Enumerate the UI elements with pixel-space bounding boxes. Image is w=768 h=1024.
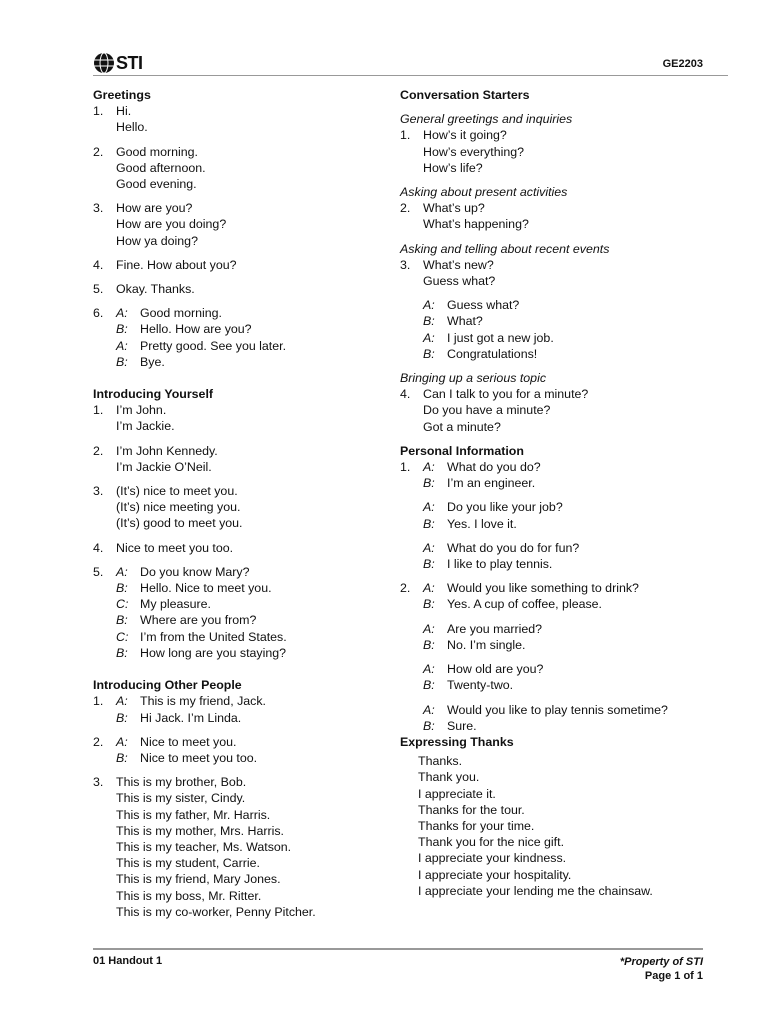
spacer [93,435,383,443]
dialog-line [423,580,720,596]
text-line: Thank you. [418,770,480,785]
dialog-line [423,661,720,677]
text-line: (It’s) good to meet you. [116,516,243,531]
spacer [93,532,383,540]
dialog-text: How old are you? [447,662,544,677]
dialog-line [423,346,720,362]
speaker-label: B: [116,750,128,765]
text-line: I appreciate your lending me the chainsaw. [418,883,653,898]
dialog-line [423,475,720,491]
header-divider [93,75,728,76]
subheading: General greetings and inquiries [400,112,573,127]
dialog-text: Hi Jack. I’m Linda. [140,710,242,725]
text-line: How are you? [116,201,193,216]
dialog-text: Nice to meet you too. [140,750,258,765]
dialog-line [116,321,383,337]
speaker-label: A: [423,581,435,596]
dialog-line [423,556,720,572]
text-line: I appreciate it. [418,786,496,801]
dialog-text: Congratulations! [447,346,538,361]
dialog-text: This is my friend, Jack. [140,694,266,709]
speaker-label: B: [423,718,435,733]
item-number: 1. [400,128,411,143]
list-item: 1. A: This is my friend, Jack. B: Hi Jack. I’m Linda. [93,693,383,725]
item-body [423,257,720,362]
item-body [116,200,383,249]
dialog-text: I like to play tennis. [447,557,553,572]
item-number: 2. [93,443,104,458]
dialog-line [116,564,383,580]
dialog-text: I just got a new job. [447,330,554,345]
dialog-line [423,718,720,734]
text-line: Fine. How about you? [116,257,237,272]
dialog-line [116,693,383,709]
item-body [116,257,383,273]
text-line: Can I talk to you for a minute? [423,387,589,402]
list-item [93,281,383,297]
dialog-text: What? [447,314,483,329]
list-item: 6. A: Good morning. B: Hello. How are you? A: Pretty good. See you later. B: Bye. [93,305,383,370]
dialog-text: I’m an engineer. [447,476,536,491]
list-item [93,257,383,273]
dialog-text: I’m from the United States. [140,629,287,644]
section-heading-personal-information: Personal Information [400,443,524,458]
speaker-label: A: [116,694,128,709]
list-item [93,402,383,434]
dialog-line [423,596,720,612]
dialog-text: Are you married? [447,621,543,636]
text-line: Got a minute? [423,419,501,434]
dialog-line [116,750,383,766]
dialog-line [423,677,720,693]
list-item: 5. A: Do you know Mary? B: Hello. Nice to meet you. C: My pleasure. B: Where are you from? C: I’m from the United States. B: How long are you staying? [93,564,383,661]
text-line: I appreciate your kindness. [418,851,567,866]
text-line: How ya doing? [116,233,198,248]
speaker-label: B: [423,637,435,652]
logo-text: STI [116,52,143,73]
item-body [423,127,720,176]
dialog-line [116,710,383,726]
item-number: 2. [400,201,411,216]
speaker-label: A: [423,662,435,677]
subheading: Asking about present activities [400,185,568,200]
item-body [116,443,383,475]
dialog-text: No. I’m single. [447,637,526,652]
sti-logo [93,50,143,76]
dialog-text: Twenty-two. [447,678,514,693]
spacer [93,249,383,257]
speaker-label: B: [116,322,128,337]
dialog-line [423,297,720,313]
dialog-line [423,313,720,329]
dialog-text: Good morning. [140,306,222,321]
section-heading-greetings: Greetings [93,88,151,102]
list-item: 2. A: Would you like something to drink? B: Yes. A cup of coffee, please. A: Are you married? B: No. I’m single. A: How old are you? B: Twenty-two. A: Would you like to play tennis sometime? B: Sure. [400,580,720,734]
speaker-label: A: [116,338,128,353]
dialog-text: Yes. I love it. [447,516,517,531]
speaker-label: B: [423,314,435,329]
item-number: 3. [93,484,104,499]
spacer [93,297,383,305]
item-body [423,200,720,232]
section-heading-introducing-others: Introducing Other People [93,678,242,693]
item-number: 4. [93,540,104,555]
spacer [93,556,383,564]
text-line: I’m Jackie. [116,419,175,434]
text-line: How’s it going? [423,128,507,143]
text-line: Thanks for your time. [418,818,535,833]
text-line: (It’s) nice to meet you. [116,484,238,499]
dialog-text: What do you do? [447,460,541,475]
text-line: How’s life? [423,160,483,175]
globe-icon [93,52,115,74]
dialog-text: Hello. Nice to meet you. [140,581,272,596]
dialog-text: How long are you staying? [140,645,287,660]
text-line: This is my student, Carrie. [116,856,260,871]
item-number: 2. [93,144,104,159]
item-body [116,281,383,297]
text-line: This is my boss, Mr. Ritter. [116,888,262,903]
text-line: How are you doing? [116,217,227,232]
list-item: 1. A: What do you do? B: I’m an engineer. A: Do you like your job? B: Yes. I love it. A: What do you do for fun? B: I like to play tennis. [400,459,720,572]
text-line: This is my friend, Mary Jones. [116,872,281,887]
spacer [423,289,720,297]
speaker-label: A: [423,621,435,636]
text-line: Guess what? [423,274,496,289]
left-column [93,87,383,920]
text-line: This is my father, Mr. Harris. [116,807,271,822]
item-number: 1. [93,104,104,119]
dialog-line [116,612,383,628]
dialog-line [423,637,720,653]
spacer [423,491,720,499]
dialog-line [116,645,383,661]
speaker-label: B: [116,710,128,725]
dialog-text: Where are you from? [140,613,257,628]
section-heading-expressing-thanks: Expressing Thanks [400,734,514,749]
spacer [93,136,383,144]
property-notice: *Property of STI [619,956,703,968]
speaker-label: B: [423,597,435,612]
speaker-label: B: [423,557,435,572]
speaker-label: B: [423,476,435,491]
list-item [93,443,383,475]
spacer [400,362,720,370]
spacer [423,532,720,540]
dialog-text: Do you know Mary? [140,564,250,579]
speaker-label: A: [423,540,435,555]
dialog-line [116,338,383,354]
list-item: 2. A: Nice to meet you. B: Nice to meet you too. [93,734,383,766]
speaker-label: A: [423,702,435,717]
item-number: 4. [400,387,411,402]
text-line: Good evening. [116,177,197,192]
subheading: Bringing up a serious topic [400,371,547,386]
item-number: 3. [400,257,411,272]
text-line: I appreciate your hospitality. [418,867,572,882]
speaker-label: C: [116,597,129,612]
dialog-text: Bye. [140,354,165,369]
speaker-label: A: [423,298,435,313]
dialog-line [116,629,383,645]
dialog-text: Nice to meet you. [140,734,237,749]
dialog-line [423,459,720,475]
dialog-line [116,354,383,370]
speaker-label: B: [423,678,435,693]
text-line: Good afternoon. [116,160,206,175]
dialog-text: Do you like your job? [447,500,563,515]
item-body [116,144,383,193]
page-number: Page 1 of 1 [644,970,703,982]
text-line: Good morning. [116,144,198,159]
text-line: (It’s) nice meeting you. [116,500,241,515]
text-line: Okay. Thanks. [116,282,195,297]
dialog-line [116,305,383,321]
spacer [400,435,720,443]
handout-label: 01 Handout 1 [93,955,163,967]
item-body [116,483,383,532]
speaker-label: A: [116,564,128,579]
speaker-label: A: [423,500,435,515]
speaker-label: B: [116,581,128,596]
text-line: What’s new? [423,257,494,272]
spacer [93,192,383,200]
speaker-label: A: [423,460,435,475]
spacer [423,613,720,621]
speaker-label: B: [116,613,128,628]
dialog-line [116,596,383,612]
list-item [400,200,720,232]
dialog-text: My pleasure. [140,597,211,612]
item-body [116,103,383,135]
dialog-line [116,734,383,750]
text-line: Do you have a minute? [423,403,551,418]
list-item [93,144,383,193]
item-body [423,386,720,435]
text-line: How’s everything? [423,144,525,159]
item-number: 4. [93,257,104,272]
list-item: 3. This is my brother, Bob. This is my sister, Cindy. This is my father, Mr. Harris. This is my mother, Mrs. Harris. This is my teacher, Ms. Watson. This is my student, Carrie. This is my friend, Mary Jones. This is my boss, Mr. Ritter. This is my co-worker, Penny Pitcher. [93,774,383,920]
text-line: What’s up? [423,201,485,216]
list-item [400,127,720,176]
item-body [116,402,383,434]
text-line: Hello. [116,120,148,135]
dialog-line [423,516,720,532]
course-code: GE2203 [662,58,703,70]
dialog-text: Would you like to play tennis sometime? [447,702,668,717]
dialog-text: Hello. How are you? [140,322,252,337]
dialog-text: Yes. A cup of coffee, please. [447,597,603,612]
text-line: Thanks for the tour. [418,802,525,817]
speaker-label: B: [423,516,435,531]
list-item [93,483,383,532]
text-line: This is my brother, Bob. [116,775,247,790]
text-line: Hi. [116,104,132,119]
list-item [93,103,383,135]
dialog-line [423,330,720,346]
dialog-line [423,540,720,556]
footer-divider [93,948,703,950]
text-line: Nice to meet you too. [116,540,234,555]
text-line: Thanks. [418,754,463,769]
text-line: This is my sister, Cindy. [116,791,246,806]
item-number: 5. [93,282,104,297]
spacer [423,694,720,702]
dialog-text: Guess what? [447,298,520,313]
section-heading-conversation-starters: Conversation Starters [400,88,530,102]
spacer [423,653,720,661]
dialog-line [423,621,720,637]
text-line: I’m John. [116,403,167,418]
text-line: What’s happening? [423,217,529,232]
footer-right [620,955,703,983]
speaker-label: B: [116,354,128,369]
dialog-text: What do you do for fun? [447,540,580,555]
dialog-line [423,702,720,718]
speaker-label: A: [116,306,128,321]
section-heading-introducing-yourself: Introducing Yourself [93,387,214,402]
list-item [400,257,720,362]
spacer [93,475,383,483]
spacer [93,273,383,281]
text-line: I’m Jackie O’Neil. [116,459,212,474]
speaker-label: A: [423,330,435,345]
right-column [400,87,720,899]
spacer [400,233,720,241]
text-line: This is my co-worker, Penny Pitcher. [116,904,316,919]
list-item [93,540,383,556]
item-number: 1. [93,403,104,418]
list-item [93,200,383,249]
speaker-label: C: [116,629,129,644]
text-line: This is my mother, Mrs. Harris. [116,823,284,838]
text-line: Thank you for the nice gift. [418,835,565,850]
dialog-text: Sure. [447,718,477,733]
speaker-label: B: [423,346,435,361]
list-item [400,386,720,435]
speaker-label: A: [116,734,128,749]
dialog-line [116,580,383,596]
speaker-label: B: [116,645,128,660]
item-number: 3. [93,201,104,216]
text-line: This is my teacher, Ms. Watson. [116,839,292,854]
subheading: Asking and telling about recent events [400,241,610,256]
dialog-line [423,499,720,515]
text-line: I’m John Kennedy. [116,443,218,458]
dialog-text: Pretty good. See you later. [140,338,287,353]
spacer [400,176,720,184]
item-body [116,540,383,556]
dialog-text: Would you like something to drink? [447,581,639,596]
